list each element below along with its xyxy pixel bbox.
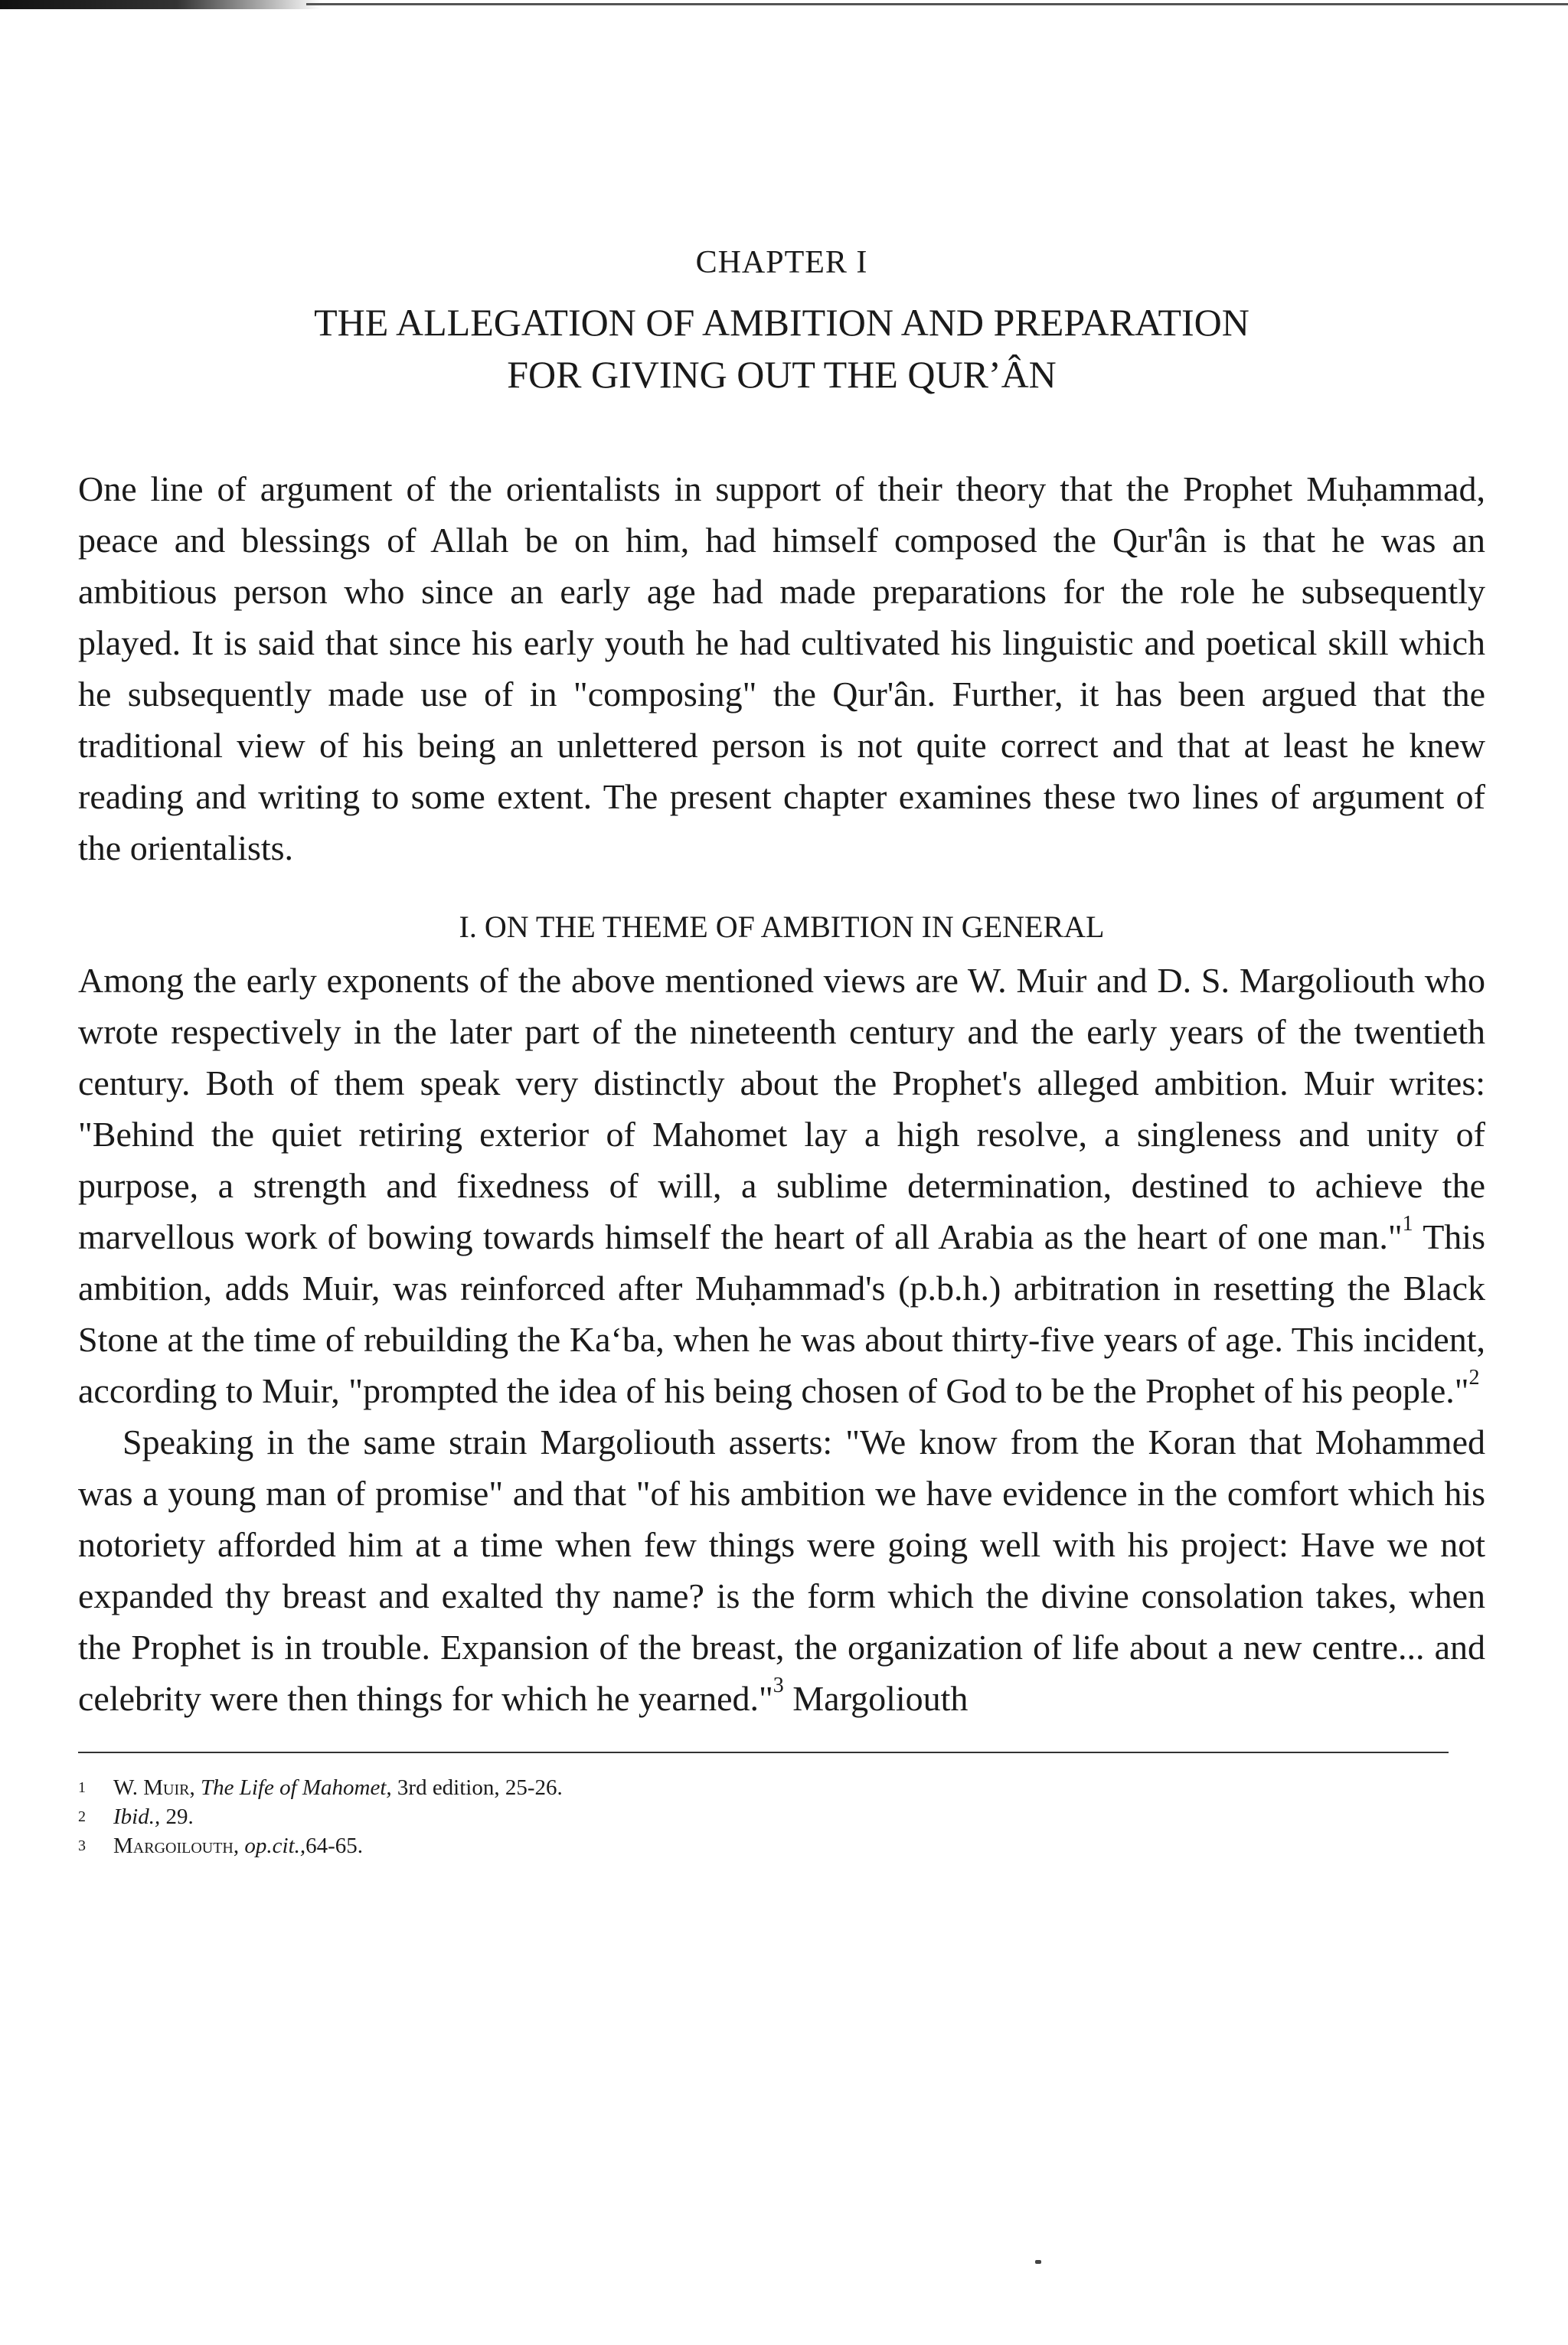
paragraph-muir-text-a: Among the early exponents of the above mentioned views are W. Muir and D. S. Margoliouth who wrote respectively in the later part of the nineteenth century and the early years of the twentieth century. Both of them speak very distinctly about the Prophet's alleged ambition. Muir writes: "Behind the quiet retiring exterior of Mahomet lay a high resolve, a singleness and unity of purpose, a strength and fixedness of will, a sublime determination, destined to achieve the marvellous work of bowing towards himself the heart of all Arabia as the heart of one man." — [78, 961, 1485, 1257]
footnote-title: Ibid., — [113, 1804, 161, 1830]
scan-edge-shadow — [0, 0, 322, 9]
footnote-ref-2: 2 — [1468, 1366, 1480, 1390]
footnote-author: W. Muir, — [113, 1775, 195, 1801]
chapter-label: CHAPTER I — [695, 245, 868, 280]
footnote-rest: 29. — [165, 1804, 194, 1830]
footnote-text — [113, 1773, 563, 1802]
footnotes — [78, 1773, 1485, 1860]
footnote-title: op.cit., — [244, 1834, 306, 1859]
paragraph-muir-text-b: This ambition, adds Muir, was reinforced after Muḥammad's (p.b.h.) arbitration in resetting the Black Stone at the time of rebuilding the Ka‘ba, when he was about thirty-five years of age. This incident, according to Muir, "prompted the idea of his being chosen of God to be the Prophet of his people." — [78, 1217, 1485, 1411]
footnote-ref-1: 1 — [1402, 1212, 1413, 1236]
footnote-number: 1 — [78, 1779, 86, 1797]
paragraph-margoliouth-text-a: Speaking in the same strain Margoliouth asserts: "We know from the Koran that Mohammed was a young man of promise" and that "of his ambition we have evidence in the comfort which his notoriety afforded him at a time when few things were going well with his project: Have we not expanded thy breast and exalted thy name? is the form which the divine consolation takes, when the Prophet is in trouble. Expansion of the breast, the organization of life about a new centre... and celebrity were then things for which he yearned." — [78, 1422, 1485, 1719]
footnote-text — [113, 1802, 194, 1831]
scan-top-line — [306, 3, 1568, 5]
footnote-text — [113, 1831, 363, 1860]
footnote-2 — [78, 1802, 1485, 1831]
paragraph-muir — [78, 955, 1485, 1416]
paragraph-intro: One line of argument of the orientalists in support of their theory that the Prophet Muḥammad, peace and blessings of Allah be on him, had himself composed the Qur'ân is that he was an ambitious person who since an early age had made preparations for the role he subsequently played. It is said that since his early youth he had cultivated his linguistic and poetical skill which he subsequently made use of in "composing" the Qur'ân. Further, it has been argued that the traditional view of his being an unlettered person is not quite correct and that at least he knew reading and writing to some extent. The present chapter examines these two lines of argument of the orientalists. — [78, 469, 1485, 868]
paragraph-margoliouth — [78, 1416, 1485, 1724]
page-content — [78, 243, 1485, 1860]
footnote-number: 2 — [78, 1808, 86, 1826]
footnote-rest: 64-65. — [305, 1834, 364, 1859]
footnote-1 — [78, 1773, 1485, 1802]
footnote-rest: 3rd edition, 25-26. — [397, 1775, 563, 1801]
chapter-title — [78, 297, 1485, 400]
footnote-3 — [78, 1831, 1485, 1860]
footnote-number: 3 — [78, 1837, 86, 1855]
paragraph-margoliouth-text-b: Margoliouth — [783, 1679, 969, 1719]
chapter-title-line-1: THE ALLEGATION OF AMBITION AND PREPARATION — [314, 301, 1250, 345]
scan-speck — [1035, 2260, 1041, 2264]
chapter-title-line-2: FOR GIVING OUT THE QUR’ÂN — [507, 352, 1057, 396]
footnote-ref-3: 3 — [773, 1674, 784, 1698]
footnote-title: The Life of Mahomet, — [200, 1775, 392, 1801]
footnote-author: Margoilouth, — [113, 1834, 240, 1859]
footnote-divider — [78, 1752, 1449, 1753]
section-heading: I. ON THE THEME OF AMBITION IN GENERAL — [459, 910, 1105, 945]
